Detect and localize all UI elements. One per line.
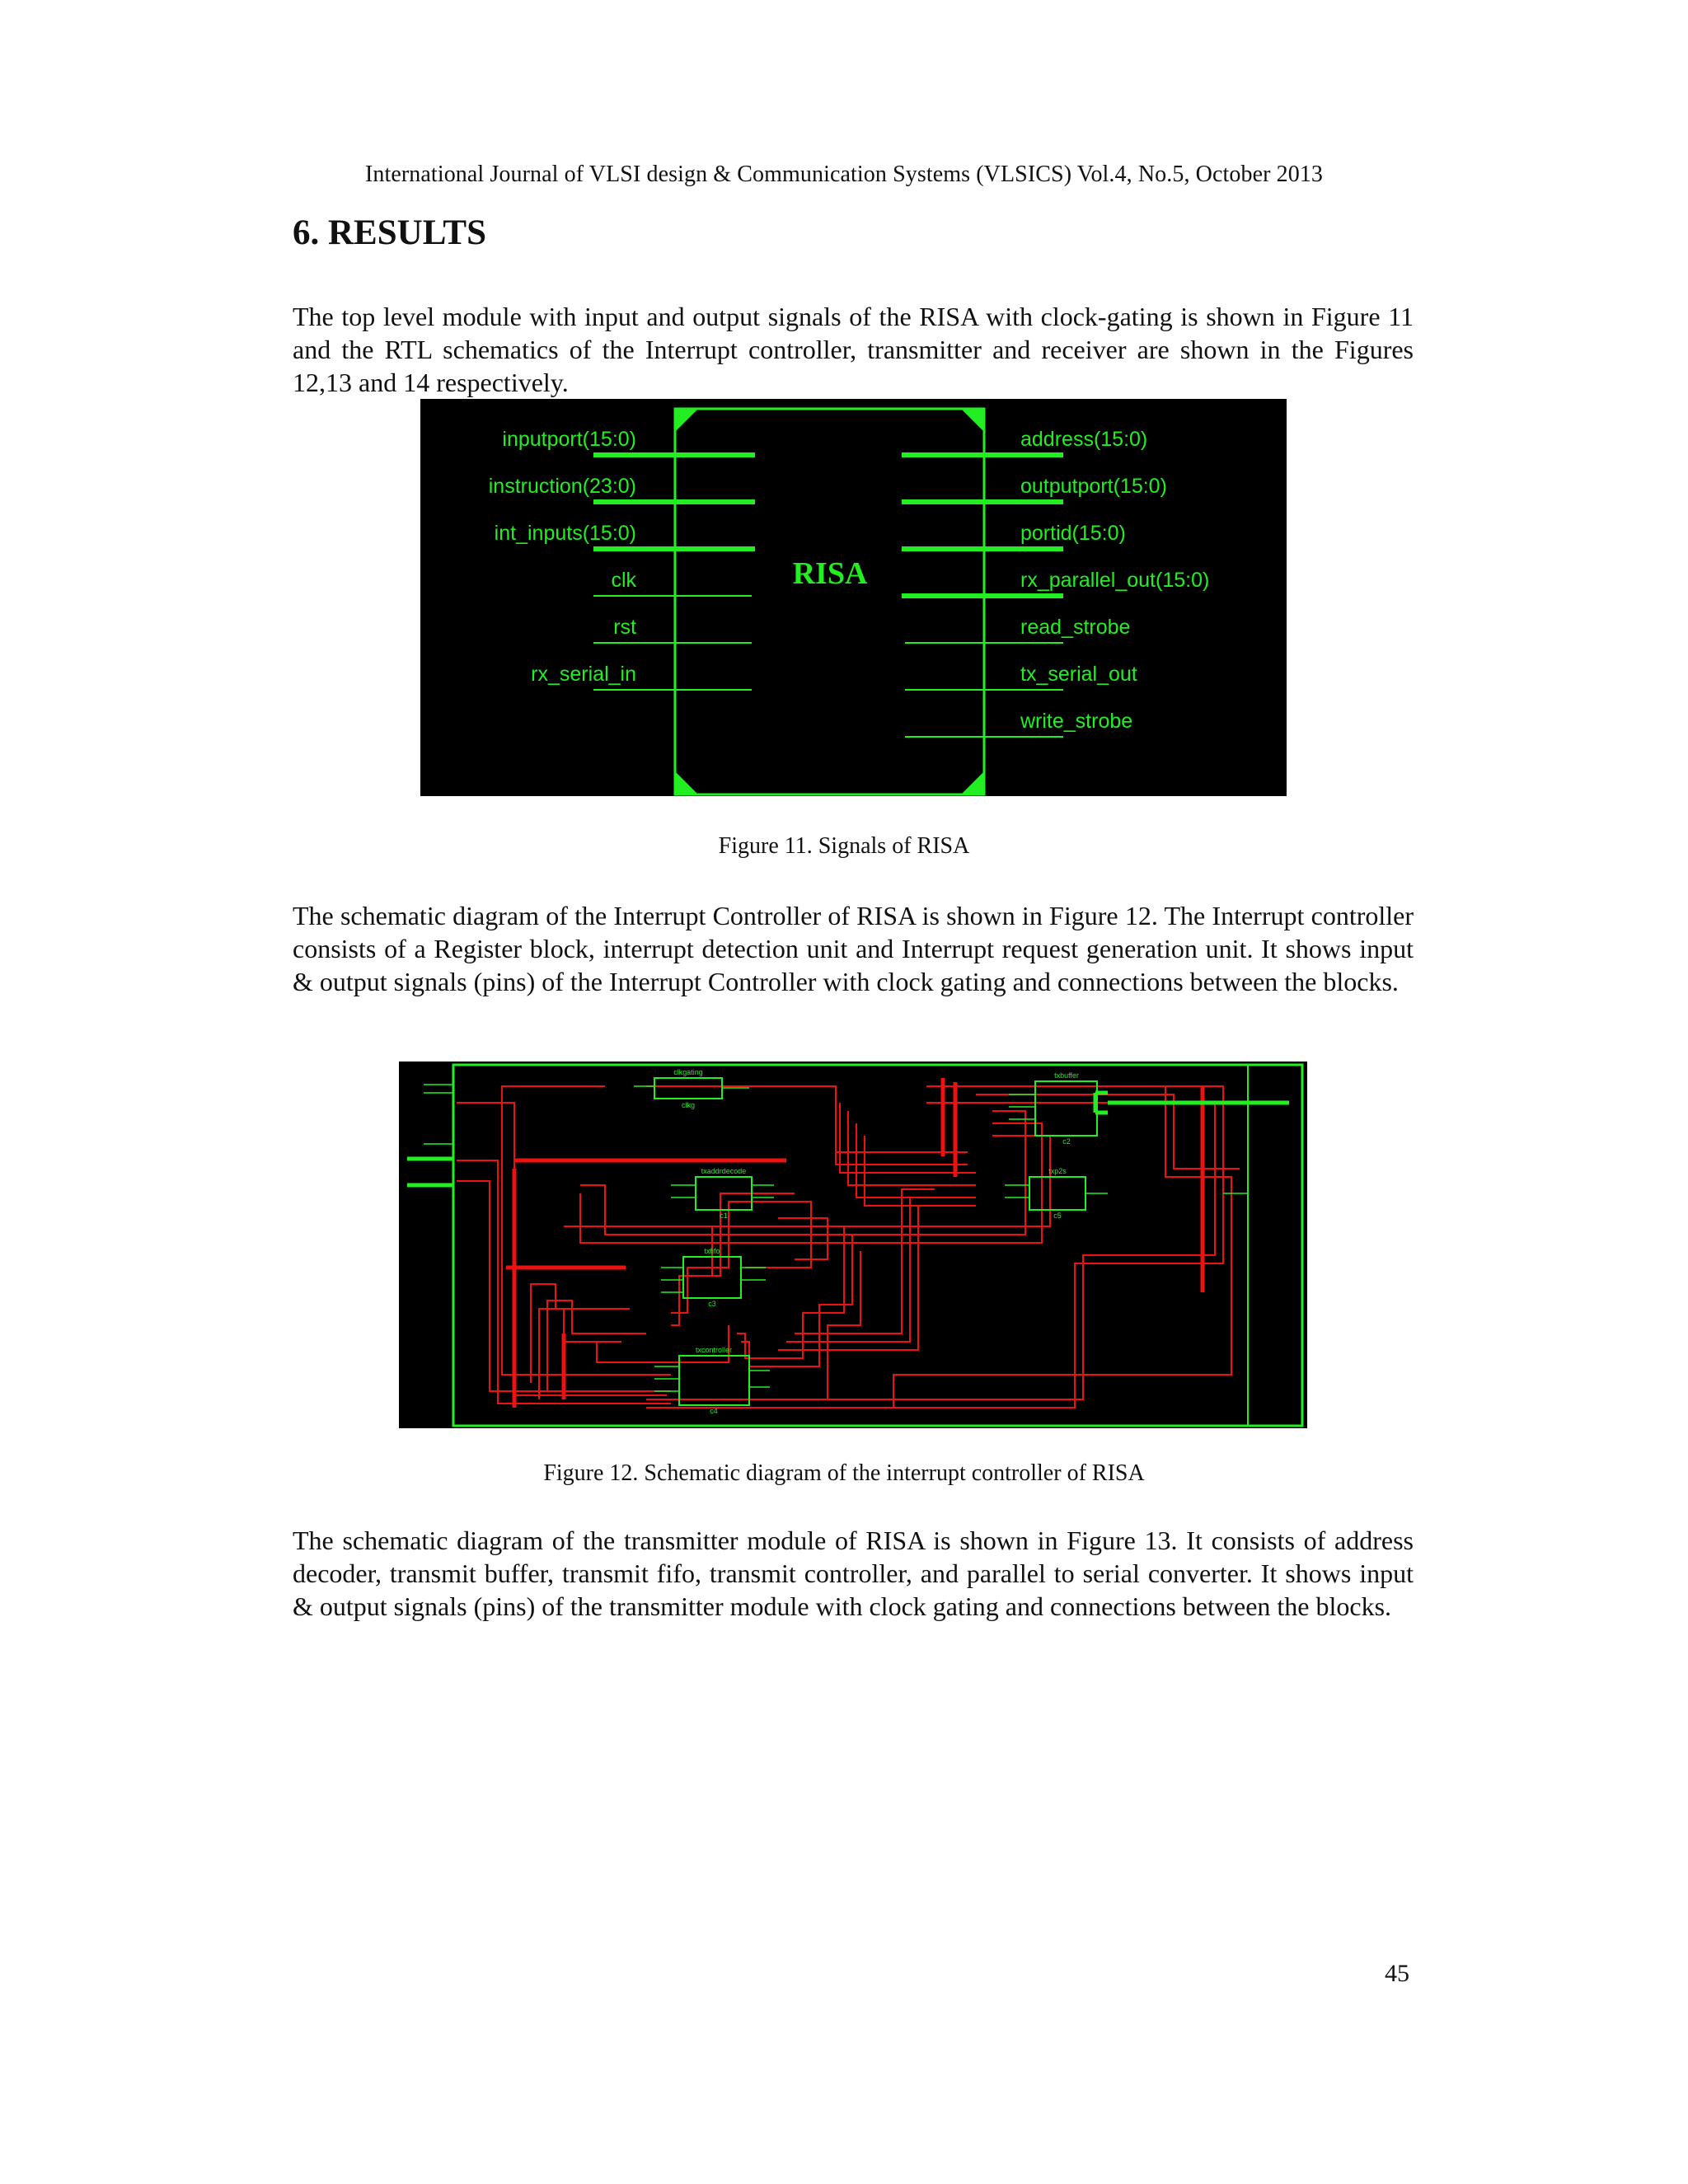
figure-12 (399, 1062, 1307, 1428)
block-name: txaddrdecode (701, 1167, 747, 1175)
block-name: clkgating (673, 1068, 703, 1076)
input-label: clk (611, 569, 636, 592)
output-label: portid(15:0) (1020, 522, 1126, 545)
block-name: txfifo (704, 1247, 720, 1255)
risa-signal-diagram (420, 399, 1287, 796)
paragraph-interrupt-controller: The schematic diagram of the Interrupt Controller of RISA is shown in Figure 12. The Interrupt controller consists of a Register block, interrupt detection unit and Interrupt request generation unit. It shows input & output signals (pins) of the Interrupt Controller with clock gating and connections between the blocks. (293, 901, 1414, 996)
corner-marker (675, 771, 698, 794)
input-label: inputport(15:0) (502, 428, 636, 451)
block-txbuffer (1035, 1081, 1097, 1136)
block-instance: c3 (708, 1300, 716, 1308)
input-label: rst (613, 616, 636, 639)
paragraph-intro: The top level module with input and output signals of the RISA with clock-gating is shown in Figure 11 and the RTL schematics of the Interrupt controller, transmitter and receiver are shown in the Figures 12,13 and 14 respectively. (293, 302, 1414, 397)
block-label: RISA (792, 556, 868, 591)
figure-12-caption: Figure 12. Schematic diagram of the interrupt controller of RISA (543, 1460, 1145, 1486)
figure-11-caption: Figure 11. Signals of RISA (718, 833, 970, 859)
block-instance: c2 (1062, 1137, 1071, 1146)
corner-marker (961, 409, 984, 432)
corner-marker (961, 771, 984, 794)
input-label: int_inputs(15:0) (494, 522, 636, 545)
block-txp2s (1029, 1177, 1085, 1210)
output-label: address(15:0) (1020, 428, 1148, 451)
section-title: 6. RESULTS (293, 213, 487, 252)
output-label: rx_parallel_out(15:0) (1020, 569, 1210, 592)
block-instance: c4 (710, 1407, 718, 1415)
output-label: outputport(15:0) (1020, 475, 1167, 498)
block-instance: c5 (1053, 1212, 1062, 1220)
block-name: txp2s (1048, 1167, 1067, 1175)
output-label: write_strobe (1020, 710, 1133, 733)
output-label: tx_serial_out (1020, 663, 1137, 686)
interrupt-controller-schematic (399, 1062, 1307, 1428)
output-label: read_strobe (1020, 616, 1131, 639)
block-clkgating (654, 1078, 722, 1099)
paragraph-transmitter: The schematic diagram of the transmitter module of RISA is shown in Figure 13. It consists of address decoder, transmit buffer, transmit fifo, transmit controller, and parallel to serial converter. It shows input & output signals (pins) of the transmitter module with clock gating and connections between the blocks. (293, 1526, 1414, 1621)
block-instance: c1 (720, 1212, 728, 1220)
journal-header: International Journal of VLSI design & Communication Systems (VLSICS) Vol.4, No.5, October 2013 (364, 162, 1324, 187)
figure-11 (420, 399, 1287, 796)
corner-marker (675, 409, 698, 432)
input-label: instruction(23:0) (488, 475, 636, 498)
input-label: rx_serial_in (531, 663, 636, 686)
block-name: txcontroller (695, 1346, 733, 1354)
block-name: txbuffer (1054, 1071, 1079, 1080)
schematic-frame (453, 1065, 1302, 1426)
page-number: 45 (1385, 1960, 1409, 1987)
block-instance: clkg (681, 1101, 696, 1109)
